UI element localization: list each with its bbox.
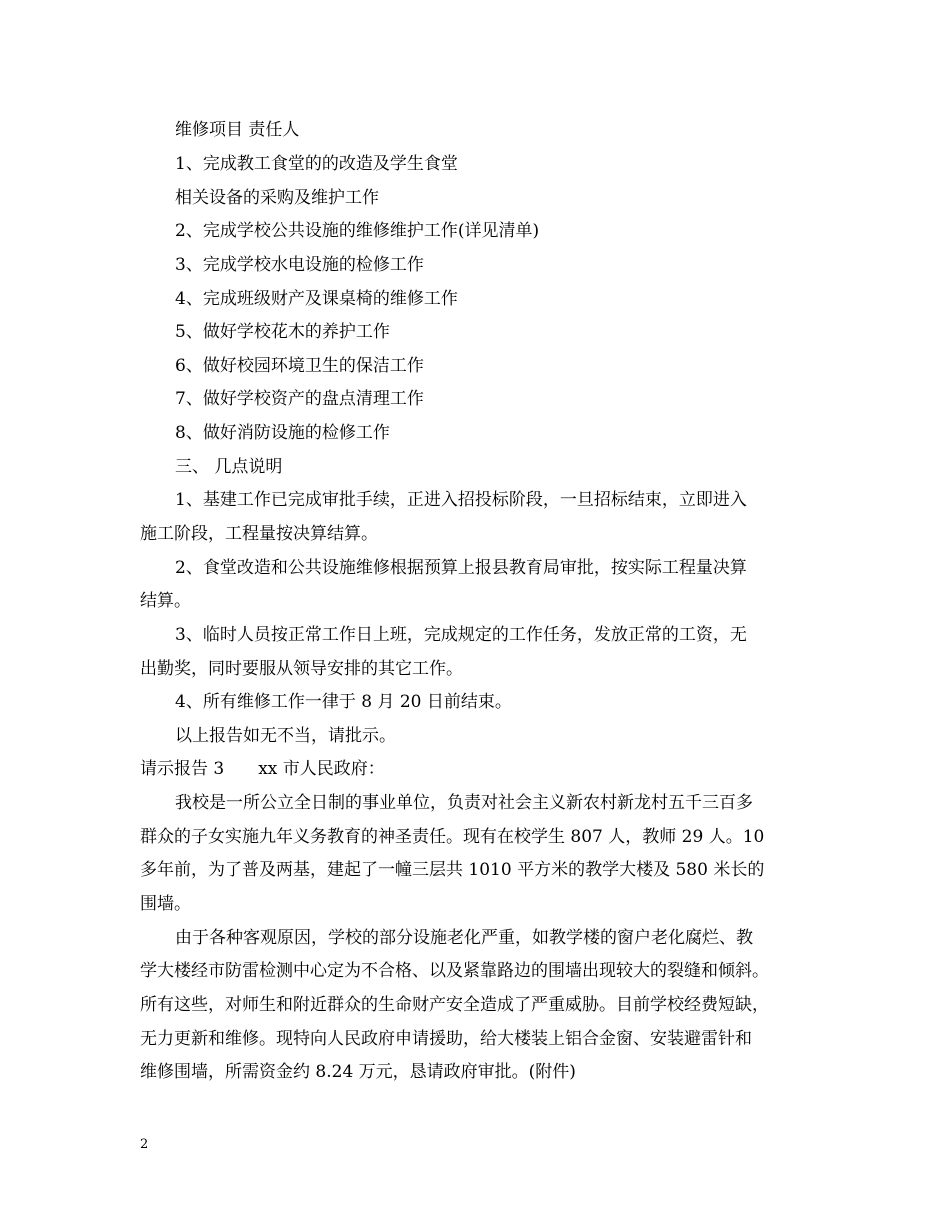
text-line: 围墙。 <box>140 894 191 914</box>
text-line: 相关设备的采购及维护工作 <box>175 188 379 208</box>
text-line: 出勤奖，同时要服从领导安排的其它工作。 <box>140 659 463 679</box>
text-line: 5、做好学校花木的养护工作 <box>175 322 390 342</box>
page-number: 2 <box>140 1137 149 1152</box>
text-line: 所有这些，对师生和附近群众的生命财产安全造成了严重威胁。目前学校经费短缺， <box>140 995 769 1015</box>
text-line: 7、做好学校资产的盘点清理工作 <box>175 389 424 409</box>
text-line: 1、基建工作已完成审批手续，正进入招投标阶段，一旦招标结束，立即进入 <box>175 490 747 510</box>
section-heading: 三、 几点说明 <box>175 457 283 477</box>
text-line: 2、完成学校公共设施的维修维护工作(详见清单) <box>175 221 540 241</box>
text-line: 3、完成学校水电设施的检修工作 <box>175 255 424 275</box>
text-line: 2、食堂改造和公共设施维修根据预算上报县教育局审批，按实际工程量决算 <box>175 558 747 578</box>
text-line: 4、完成班级财产及课桌椅的维修工作 <box>175 289 458 309</box>
text-line: 请示报告 3 xx 市人民政府： <box>140 759 385 779</box>
text-line: 以上报告如无不当，请批示。 <box>175 726 396 746</box>
text-line: 4、所有维修工作一律于 8 月 20 日前结束。 <box>175 692 512 712</box>
text-line: 结算。 <box>140 591 191 611</box>
text-line: 8、做好消防设施的检修工作 <box>175 423 390 443</box>
text-line: 6、做好校园环境卫生的保洁工作 <box>175 356 424 376</box>
text-line: 1、完成教工食堂的的改造及学生食堂 <box>175 154 458 174</box>
text-line: 3、临时人员按正常工作日上班，完成规定的工作任务，发放正常的工资，无 <box>175 625 747 645</box>
text-line: 多年前，为了普及两基，建起了一幢三层共 1010 平方米的教学大楼及 580 米长的 <box>140 860 765 880</box>
text-line: 无力更新和维修。现特向人民政府申请援助，给大楼装上铝合金窗、安装避雷针和 <box>140 1029 752 1049</box>
text-line: 学大楼经市防雷检测中心定为不合格、以及紧靠路边的围墙出现较大的裂缝和倾斜。 <box>140 961 769 981</box>
text-line: 维修围墙，所需资金约 8.24 万元，恳请政府审批。(附件) <box>140 1062 576 1082</box>
text-line: 我校是一所公立全日制的事业单位，负责对社会主义新农村新龙村五千三百多 <box>175 793 753 813</box>
text-line: 由于各种客观原因，学校的部分设施老化严重，如教学楼的窗户老化腐烂、教 <box>175 928 753 948</box>
text-line: 维修项目 责任人 <box>175 120 300 140</box>
text-line: 群众的子女实施九年义务教育的神圣责任。现有在校学生 807 人，教师 29 人。10 <box>140 827 765 847</box>
text-line: 施工阶段，工程量按决算结算。 <box>140 524 378 544</box>
